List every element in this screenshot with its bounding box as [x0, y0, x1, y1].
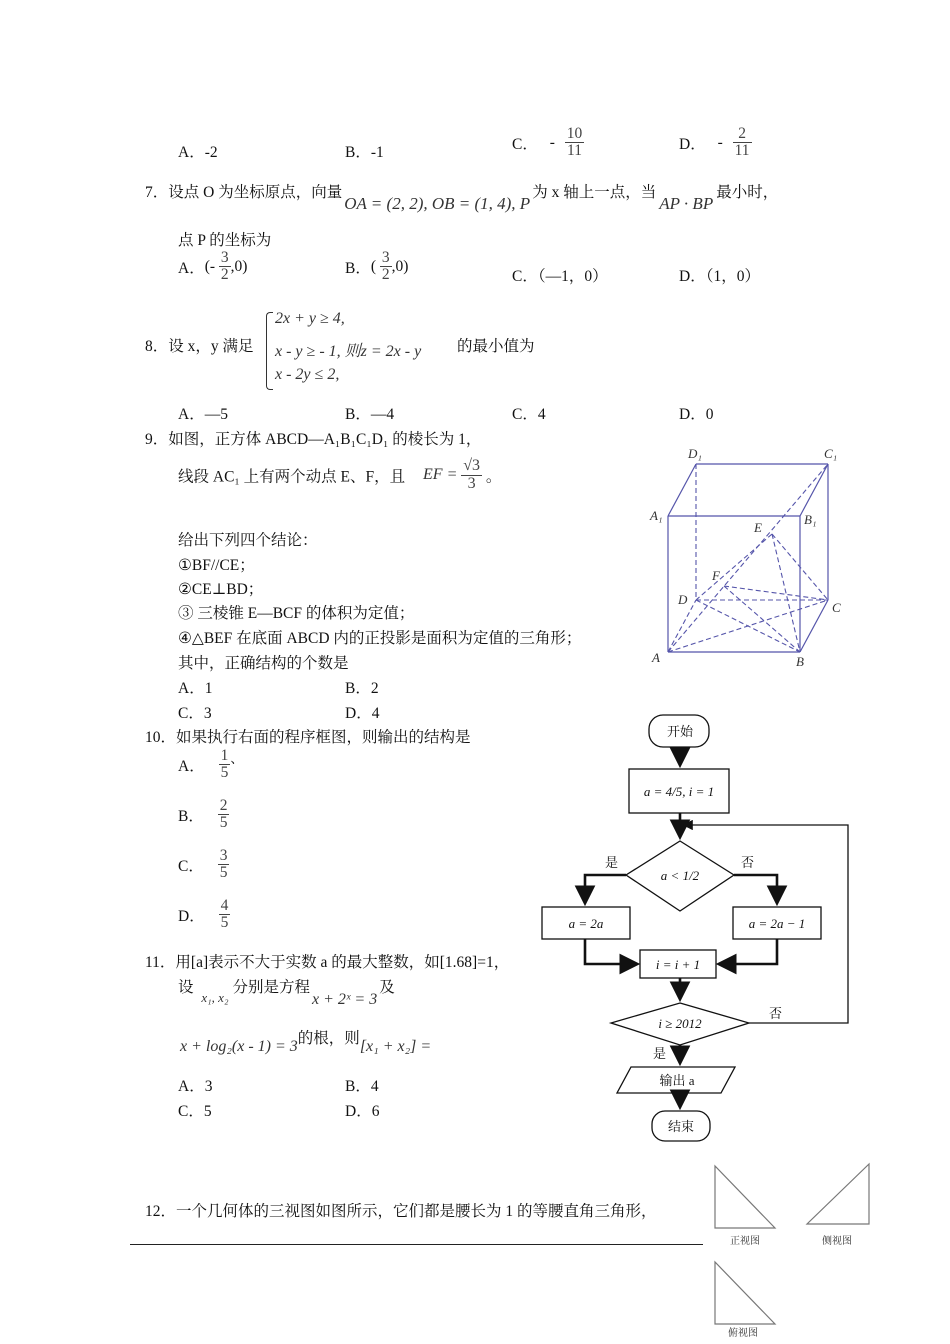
q6-option-a: A．-2 — [178, 144, 218, 161]
q9-conclusion-4: ④△BEF 在底面 ABCD 内的正投影是面积为定值的三角形； — [178, 630, 582, 647]
q9-conclusion-3: ③ 三棱锥 E—BCF 的体积为定值； — [178, 605, 415, 622]
q11-line2: 设 $_{x_1, x_2}$分别是方程x + 2ˣ = 3及 — [178, 979, 395, 1008]
q8-constraint-2: x - y ≥ - 1, 则z = 2x - y — [275, 343, 422, 360]
cube-label-a1: A₁ — [650, 508, 663, 523]
q9-stem: 9．如图，正方体 ABCD—A₁B₁C₁D₁ 的棱长为 1， — [145, 431, 482, 448]
q9-question: 其中，正确结构的个数是 — [178, 655, 349, 672]
q10-option-a: A． $\frac{1}{5}$ 、 — [178, 747, 244, 782]
q8-option-a: A．—5 — [178, 406, 228, 423]
q10-option-b: B． $\frac{2}{5}$ — [178, 797, 228, 832]
flowchart — [535, 705, 865, 1150]
front-view-triangle — [715, 1166, 775, 1228]
flow-left-label: a = 2a — [568, 916, 604, 931]
q8-option-c: C．4 — [512, 406, 546, 423]
q7-option-d: D．（1，0） — [679, 268, 760, 285]
q9-option-d: D．4 — [345, 705, 380, 722]
q8-system-brace — [266, 312, 273, 390]
q7-stem: 7．设点 O 为坐标原点，向量OA = (2, 2), OB = (1, 4), P为 x 轴上一点，当AP · BP最小时， — [145, 184, 779, 213]
q9-option-c: C．3 — [178, 705, 212, 722]
cube-label-d: D — [678, 592, 688, 607]
q7-line2: 点 P 的坐标为 — [178, 232, 272, 249]
q9-option-a: A．1 — [178, 680, 213, 697]
q8-option-b: B．—4 — [345, 406, 395, 423]
cube-label-c1: C₁ — [824, 446, 838, 461]
flow-start-label: 开始 — [666, 724, 694, 739]
q9-conclusion-2: ②CE⊥BD； — [178, 581, 264, 598]
side-view-label: 侧视图 — [822, 1236, 852, 1247]
q6-option-b: B．-1 — [345, 144, 384, 161]
flow-output-label: 输出 a — [659, 1073, 695, 1088]
flow-loop-yes: 是 — [653, 1046, 667, 1061]
q10-stem: 10．如果执行右面的程序框图，则输出的结构是 — [145, 729, 471, 746]
flow-cond-label: a < 1/2 — [660, 868, 700, 883]
q11-option-c: C．5 — [178, 1103, 212, 1120]
q8-tail: 的最小值为 — [457, 338, 535, 355]
cube-label-c: C — [832, 600, 841, 615]
q11-stem: 11．用[a]表示不大于实数 a 的最大整数，如[1.68]=1， — [145, 954, 510, 971]
q10-option-c: C． $\frac{3}{5}$ — [178, 847, 228, 882]
q8-constraint-3: x - 2y ≤ 2, — [275, 366, 340, 383]
q7-option-c: C．（—1，0） — [512, 268, 608, 285]
top-view-triangle — [715, 1262, 775, 1324]
q11-option-b: B．4 — [345, 1078, 379, 1095]
q9-option-b: B．2 — [345, 680, 379, 697]
flow-yes-label: 是 — [605, 855, 619, 870]
cube-label-f: F — [712, 568, 720, 583]
q6-option-c: C． - $\frac{10}{11}$ — [512, 125, 583, 160]
flow-init-label: a = 4/5, i = 1 — [643, 784, 715, 799]
cube-label-d1: D₁ — [688, 446, 702, 461]
q9-intro: 给出下列四个结论： — [178, 532, 318, 549]
cube-label-e: E — [754, 520, 762, 535]
cube-label-a: A — [652, 650, 660, 665]
flow-loop-no: 否 — [769, 1006, 783, 1021]
side-view-triangle — [807, 1164, 869, 1224]
q7-option-a: A．(- $\frac{3}{2}$ ,0) — [178, 249, 248, 284]
cube-figure — [640, 440, 860, 670]
footer-rule — [130, 1244, 703, 1245]
flow-right-label: a = 2a − 1 — [748, 916, 806, 931]
cube-label-b: B — [796, 654, 804, 669]
q11-option-d: D．6 — [345, 1103, 380, 1120]
flow-end-label: 结束 — [667, 1119, 695, 1134]
q11-line3: x + log₂(x - 1) = 3的根，则[x₁ + x₂] = — [180, 1030, 432, 1055]
flow-no-label: 否 — [741, 855, 755, 870]
q9-conclusion-1: ①BF//CE； — [178, 557, 255, 574]
q7-option-b: B．( $\frac{3}{2}$ ,0) — [345, 249, 409, 284]
q9-line2: 线段 AC₁ 上有两个动点 E、F，且 EF = $\frac{√3}{3}$ 。 — [178, 457, 502, 492]
three-views — [705, 1158, 880, 1342]
cube-label-b1: B₁ — [804, 512, 817, 527]
q12-stem: 12．一个几何体的三视图如图所示，它们都是腰长为 1 的等腰直角三角形， — [145, 1203, 657, 1220]
flow-loop-label: i ≥ 2012 — [658, 1016, 702, 1031]
q8-constraint-1: 2x + y ≥ 4, — [275, 310, 345, 327]
q8-option-d: D．0 — [679, 406, 714, 423]
front-view-label: 正视图 — [730, 1236, 760, 1247]
q11-option-a: A．3 — [178, 1078, 213, 1095]
q6-option-d: D． - $\frac{2}{11}$ — [679, 125, 750, 160]
q10-option-d: D． $\frac{4}{5}$ — [178, 897, 229, 932]
flow-inc-label: i = i + 1 — [655, 957, 701, 972]
q8-stem: 8．设 x，y 满足 — [145, 338, 254, 355]
top-view-label: 俯视图 — [728, 1328, 758, 1339]
